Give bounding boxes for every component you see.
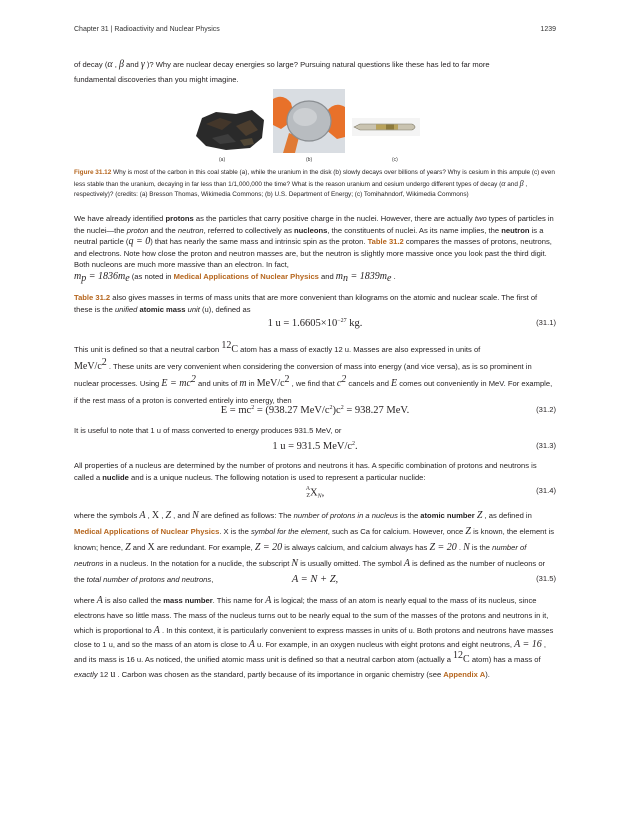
equation-31-2: $E = mc^2 = (938.27$ MeV/$c^2)c^2 = 938.27$ MeV. (31.2) bbox=[220, 405, 556, 416]
page-header bbox=[74, 26, 556, 38]
chapter-title: Chapter 31 | Radioactivity and Nuclear Physics bbox=[74, 26, 220, 33]
figure-caption: Figure 31.12 Why is most of the carbon in this coal stable (a), while the uranium in the disk (b) slowly decays over billions of years? Why is cesium in this ampule (c) even less stable than the uranium, decaying in far less than 1/1,000,000 the time? What is the reason uranium and cesium undergo different types of decay (α and β , respectively)? (credits: (a) Bresson Thomas, Wikimedia Commons; (b) U.S. Department of Energy; (c) Tomihahndorf, Wikimedia Commons) bbox=[74, 169, 555, 198]
equation-31-4: A Z $X_N$, (31.4) bbox=[305, 486, 556, 500]
equation-31-3: 1 u = 931.5 MeV/$c^2$. (31.3) bbox=[272, 441, 556, 452]
uranium-disk-image bbox=[273, 89, 345, 153]
equation-31-5: A = N + Z, (31.5) bbox=[291, 574, 556, 585]
paragraph-mev-units: This unit is defined so that a neutral carbon $^{12}$C atom has a mass of exactly 12 u. Masses are also expressed in units of MeV/$c^2$ . These units are very convenient when considering the conversion of mass into energy (and vice versa), as is so prominent in nuclear processes. Using $E = mc^2$ and units of m in MeV/$c^2$ , we find that $c^2$ cancels and E comes out conveniently in MeV. For example, if the rest mass of a proton is converted entirely into energy, then bbox=[74, 340, 553, 405]
equation-number: (31.3) bbox=[536, 441, 556, 450]
paragraph-energy-note: It is useful to note that 1 u of mass converted to energy produces 931.5 MeV, or bbox=[74, 426, 342, 435]
equation-number: (31.2) bbox=[536, 405, 556, 414]
equation-number: (31.5) bbox=[536, 574, 556, 583]
appendix-a-link[interactable]: Appendix A bbox=[443, 669, 486, 679]
paragraph-nuclide: All properties of a nucleus are determined by the number of protons and neutrons it has. A specific combination of protons and neutrons is called a nuclide and is a unique nucleus. The following notation is used to represent a particular nuclide: bbox=[74, 461, 537, 482]
paragraph-atomic-mass-unit: Table 31.2 also gives masses in terms of mass units that are more convenient than kilograms on the atomic and nuclear scale. The first of these is the unified atomic mass unit (u), defined as bbox=[74, 293, 538, 314]
paragraph-mass-number: where A is also called the mass number. This name for A is logical; the mass of an atom is nearly equal to the mass of its nucleus, since electrons have so little mass. The mass of the nucleus turns out to be nearly equal to the sum of the masses of the protons and neutrons in it, which is proportional to A . In this context, it is particularly convenient to express masses in units of u. Both protons and neutrons have masses close to 1 u, and so the mass of an atom is close to A u. For example, in an oxygen nucleus with eight protons and eight neutrons, A = 16 , and its mass is 16 u. As noticed, the unified atomic mass unit is defined so that a neutral carbon atom (actually a $^{12}$C atom) has a mass of exactly 12 u . Carbon was chosen as the standard, partly because of its importance in organic chemistry (see Appendix A). bbox=[74, 595, 554, 680]
page-number: 1239 bbox=[540, 26, 556, 33]
paragraph-nuclide-symbols: where the symbols A , X , Z , and N are defined as follows: The number of protons in a nucleus is the atomic number Z , as defined in Medical Applications of Nuclear Physics. X is the symbol for the element, such as Ca for calcium. However, once Z is known, the element is known; hence, Z and X are redundant. For example, Z = 20 is always calcium, and calcium always has Z = 20 . N is the number of neutrons in a nucleus. In the notation for a nuclide, the subscript N is usually omitted. The symbol A is defined as the number of nucleons or the total number of protons and neutrons, bbox=[74, 510, 555, 584]
equation-number: (31.1) bbox=[536, 318, 556, 327]
figure-label-c: (c) bbox=[392, 157, 398, 163]
table-31-2-link-2[interactable]: Table 31.2 bbox=[74, 293, 111, 302]
figure-number: Figure 31.12 bbox=[74, 169, 112, 176]
paragraph-nucleons: We have already identified protons as the particles that carry positive charge in the nuclei. However, there are actually two types of particles in the nuclei—the proton and the neutron, referred to collectively as nucleons, the constituents of nuclei. As its name implies, the neutron is a neutral particle (q = 0) that has nearly the same mass and intrinsic spin as the proton. Table 31.2 compares the masses of protons, neutrons, and electrons. Note how close the proton and neutron masses are, but the neutron is slightly more massive once you look past the third digit. Both nucleons are much more massive than an electron. In fact, $m_p = 1836m_e$ (as noted in Medical Applications of Nuclear Physics and $m_n = 1839m_e$ . bbox=[74, 214, 554, 284]
cesium-ampule-image bbox=[352, 118, 420, 136]
table-31-2-link[interactable]: Table 31.2 bbox=[367, 237, 404, 246]
equation-number: (31.4) bbox=[536, 486, 556, 495]
medical-applications-link-2[interactable]: Medical Applications of Nuclear Physics bbox=[74, 527, 220, 536]
medical-applications-link[interactable]: Medical Applications of Nuclear Physics bbox=[173, 271, 319, 281]
intro-paragraph: of decay (α , β and γ )? Why are nuclear decay energies so large? Pursuing natural questions like these has led to far more fundamental discoveries than you might imagine. bbox=[74, 59, 490, 84]
figure-label-b: (b) bbox=[306, 157, 313, 163]
figure-label-a: (a) bbox=[219, 157, 226, 163]
equation-31-1: 1 $u = 1.6605\times 10^{-27}$ kg. (31.1) bbox=[267, 318, 556, 329]
coal-image bbox=[192, 106, 268, 152]
